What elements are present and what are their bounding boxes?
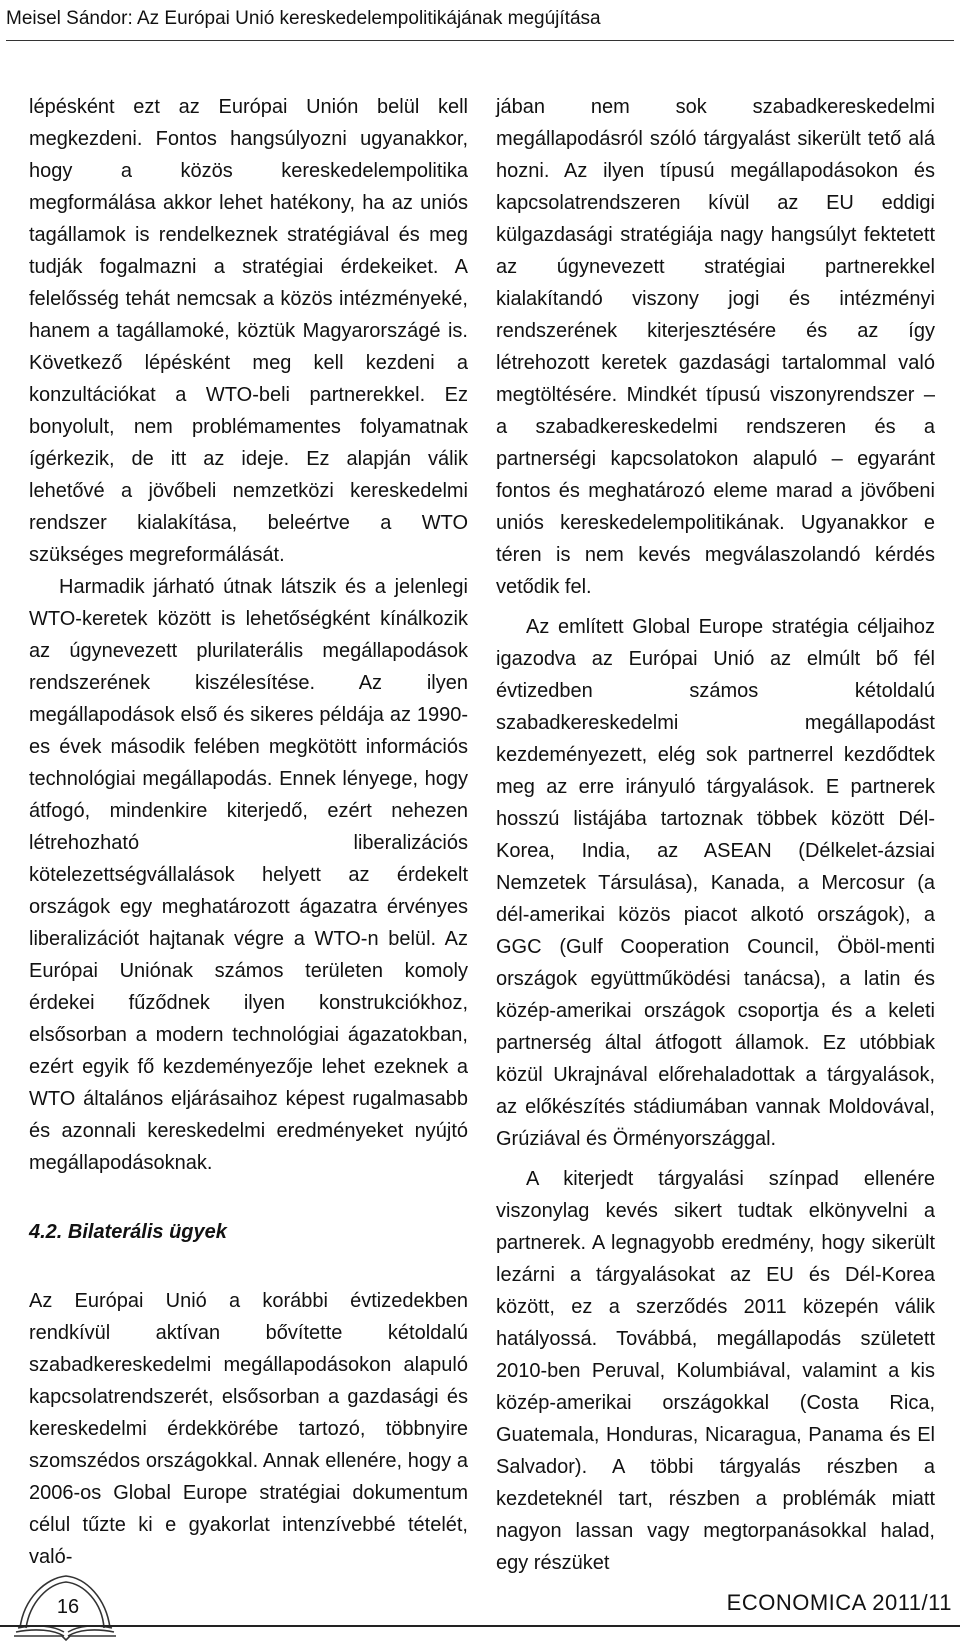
journal-name: ECONOMICA 2011/11 — [726, 1590, 952, 1615]
running-title: Meisel Sándor: Az Európai Unió kereskedelempolitikájának megújítása — [6, 8, 601, 29]
paragraph: Harmadik járható útnak látszik és a jelenlegi WTO-keretek között is lehetőségként kínálkozik az úgynevezett plurilaterális megállapodások rendszerének kiszélesítése. Az ilyen megállapodások első és sikeres példája az 1990-es évek második felében megkötött információs technológiai megállapodás. Ennek lényege, hogy átfogó, mindenkire kiterjedő, ezért nehezen létrehozható liberalizációs kötelezettségvállalások helyett az érdekelt országok egy meghatározott ágazatra érvényes liberalizációt hajtanak végre a WTO-n belül. Az Európai Uniónak számos területen komoly érdekei fűződnek ilyen konstrukciókhoz, elsősorban a modern technológiai ágazatokban, ezért egyik fő kezdeményezője lehet ezeknek a WTO általános eljárásaihoz képest rugalmasabb és azonnali kereskedelmi eredményeket nyújtó megállapodásoknak. — [29, 576, 468, 1174]
right-column — [496, 91, 935, 1579]
paragraph: lépésként ezt az Európai Unión belül kell megkezdeni. Fontos hangsúlyozni ugyanakkor, hogy a közös kereskedelempolitika megformálása akkor lehet hatékony, ha az uniós tagállamok is rendelkeznek stratégiával és meg tudják fogalmazni a stratégiai érdekeiket. A felelősség tehát nemcsak a közös intézményeké, hanem a tagállamoké, köztük Magyarországé is. Következő lépésként meg kell kezdeni a konzultációkat a WTO-beli partnerekkel. Ez bonyolult, nem problémamentes folyamatnak ígérkezik, de itt az ideje. Ez alapján válik lehetővé a jövőbeli nemzetközi kereskedelmi rendszer kialakítása, beleértve a WTO szükséges megreformálását. — [29, 96, 468, 566]
footer-divider — [0, 1625, 960, 1627]
open-book-logo-icon — [6, 1570, 122, 1646]
paragraph: jában nem sok szabadkereskedelmi megállapodásról szóló tárgyalást sikerült tető alá hozni. Az ilyen típusú megállapodásokon és kapcsolatrendszeren kívül az EU eddigi külgazdasági stratégiája nagy hangsúlyt fektetett az úgynevezett stratégiai partnerekkel kialakítandó viszony jogi és intézményi rendszerének kiterjesztésére és az így létrehozott keretek gazdasági tartalommal való megtöltésére. Mindkét típusú viszonyrendszer – a szabadkereskedelmi rendszeren és a partnerségi kapcsolatokon alapuló – egyaránt fontos és meghatározó eleme marad a jövőbeni uniós kereskedelempolitikának. Ugyanakkor e téren is nem kevés megválaszolandó kérdés vetődik fel. — [496, 96, 935, 598]
page-footer — [0, 1570, 960, 1646]
page-number: 16 — [56, 1596, 80, 1618]
paragraph: A kiterjedt tárgyalási színpad ellenére viszonylag kevés sikert tudtak elkönyvelni a partnerek. A legnagyobb eredmény, hogy sikerült lezárni a tárgyalásokat az EU és Dél-Korea között, ez a szerződés 2011 közepén válik hatályossá. Továbbá, megállapodás született 2010-ben Peruval, Kolumbiával, valamint a kis közép-amerikai országokkal (Costa Rica, Guatemala, Honduras, Nicaragua, Panama és El Salvador). A többi tárgyalás részben a kezdeteknél tart, részben a problémák miatt nagyon lassan vagy megtorpanásokkal halad, egy részüket — [496, 1168, 935, 1574]
left-column — [29, 91, 468, 1573]
paragraph: Az említett Global Europe stratégia céljaihoz igazodva az Európai Unió az elmúlt bő fél évtizedben számos kétoldalú szabadkereskedelmi megállapodást kezdeményezett, elég sok partnerrel kezdődtek meg az erre irányuló tárgyalások. E partnerek hosszú listájába tartoznak többek között Dél-Korea, India, az ASEAN (Délkelet-ázsiai Nemzetek Társulása), Kanada, a Mercosur (a dél-amerikai közös piacot alkotó országok), a GGC (Gulf Cooperation Council, Öböl-menti országok együttműködési tanácsa), a latin és közép-amerikai országok csoportja és a keleti partnerség által átfogott államok. Ez utóbbiak közül Ukrajnával előrehaladottak a tárgyalások, az előkészítés stádiumában vannak Moldovával, Grúziával és Örményországgal. — [496, 616, 935, 1150]
running-header — [6, 4, 954, 41]
paragraph: Az Európai Unió a korábbi évtizedekben rendkívül aktívan bővítette kétoldalú szabadkereskedelmi megállapodásokon alapuló kapcsolatrendszerét, elsősorban a gazdasági és kereskedelmi érdekkörébe tartozó, többnyire szomszédos országokkal. Annak ellenére, hogy a 2006-os Global Europe stratégiai dokumentum célul tűzte ki e gyakorlat intenzívebbé tételét, való- — [29, 1290, 468, 1568]
section-heading: 4.2. Bilaterális ügyek — [29, 1221, 227, 1243]
